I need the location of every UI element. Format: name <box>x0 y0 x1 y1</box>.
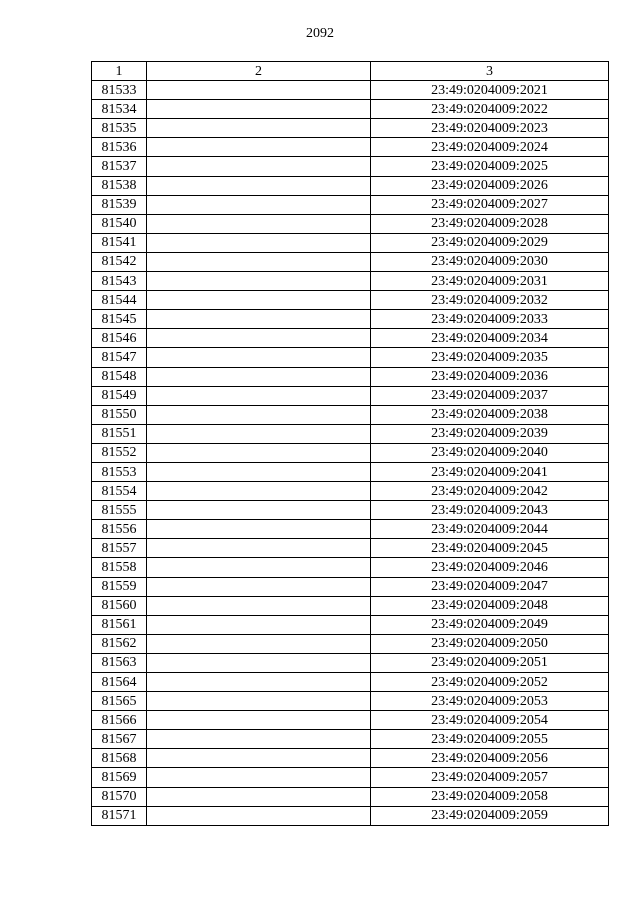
row-number-cell: 81547 <box>92 348 147 367</box>
description-cell <box>147 310 371 329</box>
cadastral-number-cell: 23:49:0204009:2032 <box>371 291 609 310</box>
row-number-cell: 81563 <box>92 653 147 672</box>
table-row <box>92 195 609 214</box>
table-row <box>92 386 609 405</box>
cadastral-number-cell: 23:49:0204009:2043 <box>371 501 609 520</box>
cadastral-number-cell: 23:49:0204009:2055 <box>371 730 609 749</box>
cadastral-number-cell: 23:49:0204009:2037 <box>371 386 609 405</box>
row-number-cell: 81561 <box>92 615 147 634</box>
cadastral-number-cell: 23:49:0204009:2044 <box>371 520 609 539</box>
row-number-cell: 81534 <box>92 100 147 119</box>
table-row <box>92 692 609 711</box>
table-row <box>92 214 609 233</box>
row-number-cell: 81542 <box>92 252 147 271</box>
table-row <box>92 615 609 634</box>
cadastral-number-cell: 23:49:0204009:2028 <box>371 214 609 233</box>
description-cell <box>147 768 371 787</box>
row-number-cell: 81536 <box>92 138 147 157</box>
cadastral-number-cell: 23:49:0204009:2035 <box>371 348 609 367</box>
table-body <box>92 81 609 826</box>
row-number-cell: 81535 <box>92 119 147 138</box>
description-cell <box>147 730 371 749</box>
description-cell <box>147 634 371 653</box>
description-cell <box>147 501 371 520</box>
table-row <box>92 768 609 787</box>
table-header <box>92 62 609 81</box>
description-cell <box>147 787 371 806</box>
table-row <box>92 577 609 596</box>
row-number-cell: 81545 <box>92 310 147 329</box>
description-cell <box>147 233 371 252</box>
cadastral-number-cell: 23:49:0204009:2040 <box>371 443 609 462</box>
description-cell <box>147 558 371 577</box>
table-row <box>92 291 609 310</box>
row-number-cell: 81566 <box>92 711 147 730</box>
row-number-cell: 81565 <box>92 692 147 711</box>
row-number-cell: 81567 <box>92 730 147 749</box>
table-row <box>92 367 609 386</box>
description-cell <box>147 291 371 310</box>
cadastral-number-cell: 23:49:0204009:2038 <box>371 405 609 424</box>
row-number-cell: 81568 <box>92 749 147 768</box>
row-number-cell: 81543 <box>92 272 147 291</box>
table-row <box>92 462 609 481</box>
table-row <box>92 405 609 424</box>
table-row <box>92 482 609 501</box>
table-row <box>92 634 609 653</box>
table-row <box>92 176 609 195</box>
description-cell <box>147 157 371 176</box>
cadastral-number-cell: 23:49:0204009:2039 <box>371 424 609 443</box>
description-cell <box>147 443 371 462</box>
cadastral-number-cell: 23:49:0204009:2047 <box>371 577 609 596</box>
table-row <box>92 100 609 119</box>
row-number-cell: 81570 <box>92 787 147 806</box>
table-row <box>92 806 609 825</box>
cadastral-number-cell: 23:49:0204009:2059 <box>371 806 609 825</box>
cadastral-number-cell: 23:49:0204009:2036 <box>371 367 609 386</box>
cadastral-number-cell: 23:49:0204009:2051 <box>371 653 609 672</box>
cadastral-number-cell: 23:49:0204009:2025 <box>371 157 609 176</box>
description-cell <box>147 367 371 386</box>
table-row <box>92 596 609 615</box>
row-number-cell: 81557 <box>92 539 147 558</box>
cadastral-number-cell: 23:49:0204009:2026 <box>371 176 609 195</box>
column-header-3: 3 <box>371 62 609 81</box>
description-cell <box>147 653 371 672</box>
table-row <box>92 673 609 692</box>
row-number-cell: 81549 <box>92 386 147 405</box>
column-header-1: 1 <box>92 62 147 81</box>
cadastral-number-cell: 23:49:0204009:2049 <box>371 615 609 634</box>
table-row <box>92 711 609 730</box>
description-cell <box>147 138 371 157</box>
registry-table <box>91 61 609 826</box>
cadastral-number-cell: 23:49:0204009:2052 <box>371 673 609 692</box>
cadastral-number-cell: 23:49:0204009:2045 <box>371 539 609 558</box>
table-row <box>92 749 609 768</box>
description-cell <box>147 386 371 405</box>
cadastral-number-cell: 23:49:0204009:2046 <box>371 558 609 577</box>
description-cell <box>147 539 371 558</box>
table-row <box>92 272 609 291</box>
row-number-cell: 81544 <box>92 291 147 310</box>
row-number-cell: 81540 <box>92 214 147 233</box>
description-cell <box>147 520 371 539</box>
table-row <box>92 348 609 367</box>
page-number: 2092 <box>306 26 334 41</box>
table-row <box>92 730 609 749</box>
row-number-cell: 81564 <box>92 673 147 692</box>
description-cell <box>147 615 371 634</box>
cadastral-number-cell: 23:49:0204009:2021 <box>371 81 609 100</box>
cadastral-number-cell: 23:49:0204009:2027 <box>371 195 609 214</box>
description-cell <box>147 405 371 424</box>
description-cell <box>147 692 371 711</box>
table-row <box>92 252 609 271</box>
cadastral-number-cell: 23:49:0204009:2048 <box>371 596 609 615</box>
table-row <box>92 138 609 157</box>
table-row <box>92 787 609 806</box>
table-row <box>92 558 609 577</box>
table-row <box>92 520 609 539</box>
description-cell <box>147 749 371 768</box>
cadastral-number-cell: 23:49:0204009:2053 <box>371 692 609 711</box>
row-number-cell: 81556 <box>92 520 147 539</box>
cadastral-number-cell: 23:49:0204009:2034 <box>371 329 609 348</box>
row-number-cell: 81558 <box>92 558 147 577</box>
row-number-cell: 81553 <box>92 462 147 481</box>
description-cell <box>147 81 371 100</box>
table-row <box>92 157 609 176</box>
row-number-cell: 81571 <box>92 806 147 825</box>
row-number-cell: 81569 <box>92 768 147 787</box>
description-cell <box>147 348 371 367</box>
description-cell <box>147 577 371 596</box>
description-cell <box>147 673 371 692</box>
row-number-cell: 81554 <box>92 482 147 501</box>
row-number-cell: 81551 <box>92 424 147 443</box>
cadastral-number-cell: 23:49:0204009:2033 <box>371 310 609 329</box>
table-row <box>92 653 609 672</box>
description-cell <box>147 195 371 214</box>
row-number-cell: 81562 <box>92 634 147 653</box>
cadastral-number-cell: 23:49:0204009:2056 <box>371 749 609 768</box>
row-number-cell: 81555 <box>92 501 147 520</box>
row-number-cell: 81552 <box>92 443 147 462</box>
cadastral-number-cell: 23:49:0204009:2023 <box>371 119 609 138</box>
table-row <box>92 329 609 348</box>
header-row <box>92 62 609 81</box>
cadastral-number-cell: 23:49:0204009:2031 <box>371 272 609 291</box>
description-cell <box>147 100 371 119</box>
table-row <box>92 539 609 558</box>
description-cell <box>147 462 371 481</box>
table-row <box>92 233 609 252</box>
column-header-2: 2 <box>147 62 371 81</box>
row-number-cell: 81541 <box>92 233 147 252</box>
description-cell <box>147 806 371 825</box>
description-cell <box>147 272 371 291</box>
cadastral-number-cell: 23:49:0204009:2029 <box>371 233 609 252</box>
description-cell <box>147 711 371 730</box>
row-number-cell: 81550 <box>92 405 147 424</box>
description-cell <box>147 482 371 501</box>
cadastral-number-cell: 23:49:0204009:2058 <box>371 787 609 806</box>
description-cell <box>147 252 371 271</box>
row-number-cell: 81539 <box>92 195 147 214</box>
table-row <box>92 81 609 100</box>
description-cell <box>147 176 371 195</box>
table-row <box>92 443 609 462</box>
row-number-cell: 81548 <box>92 367 147 386</box>
description-cell <box>147 596 371 615</box>
table-row <box>92 501 609 520</box>
row-number-cell: 81546 <box>92 329 147 348</box>
cadastral-number-cell: 23:49:0204009:2042 <box>371 482 609 501</box>
table-row <box>92 310 609 329</box>
description-cell <box>147 214 371 233</box>
cadastral-number-cell: 23:49:0204009:2054 <box>371 711 609 730</box>
row-number-cell: 81538 <box>92 176 147 195</box>
description-cell <box>147 119 371 138</box>
cadastral-number-cell: 23:49:0204009:2050 <box>371 634 609 653</box>
table-row <box>92 119 609 138</box>
row-number-cell: 81533 <box>92 81 147 100</box>
cadastral-number-cell: 23:49:0204009:2057 <box>371 768 609 787</box>
row-number-cell: 81559 <box>92 577 147 596</box>
row-number-cell: 81537 <box>92 157 147 176</box>
cadastral-number-cell: 23:49:0204009:2041 <box>371 462 609 481</box>
cadastral-number-cell: 23:49:0204009:2030 <box>371 252 609 271</box>
row-number-cell: 81560 <box>92 596 147 615</box>
cadastral-number-cell: 23:49:0204009:2024 <box>371 138 609 157</box>
description-cell <box>147 424 371 443</box>
cadastral-number-cell: 23:49:0204009:2022 <box>371 100 609 119</box>
description-cell <box>147 329 371 348</box>
table-row <box>92 424 609 443</box>
